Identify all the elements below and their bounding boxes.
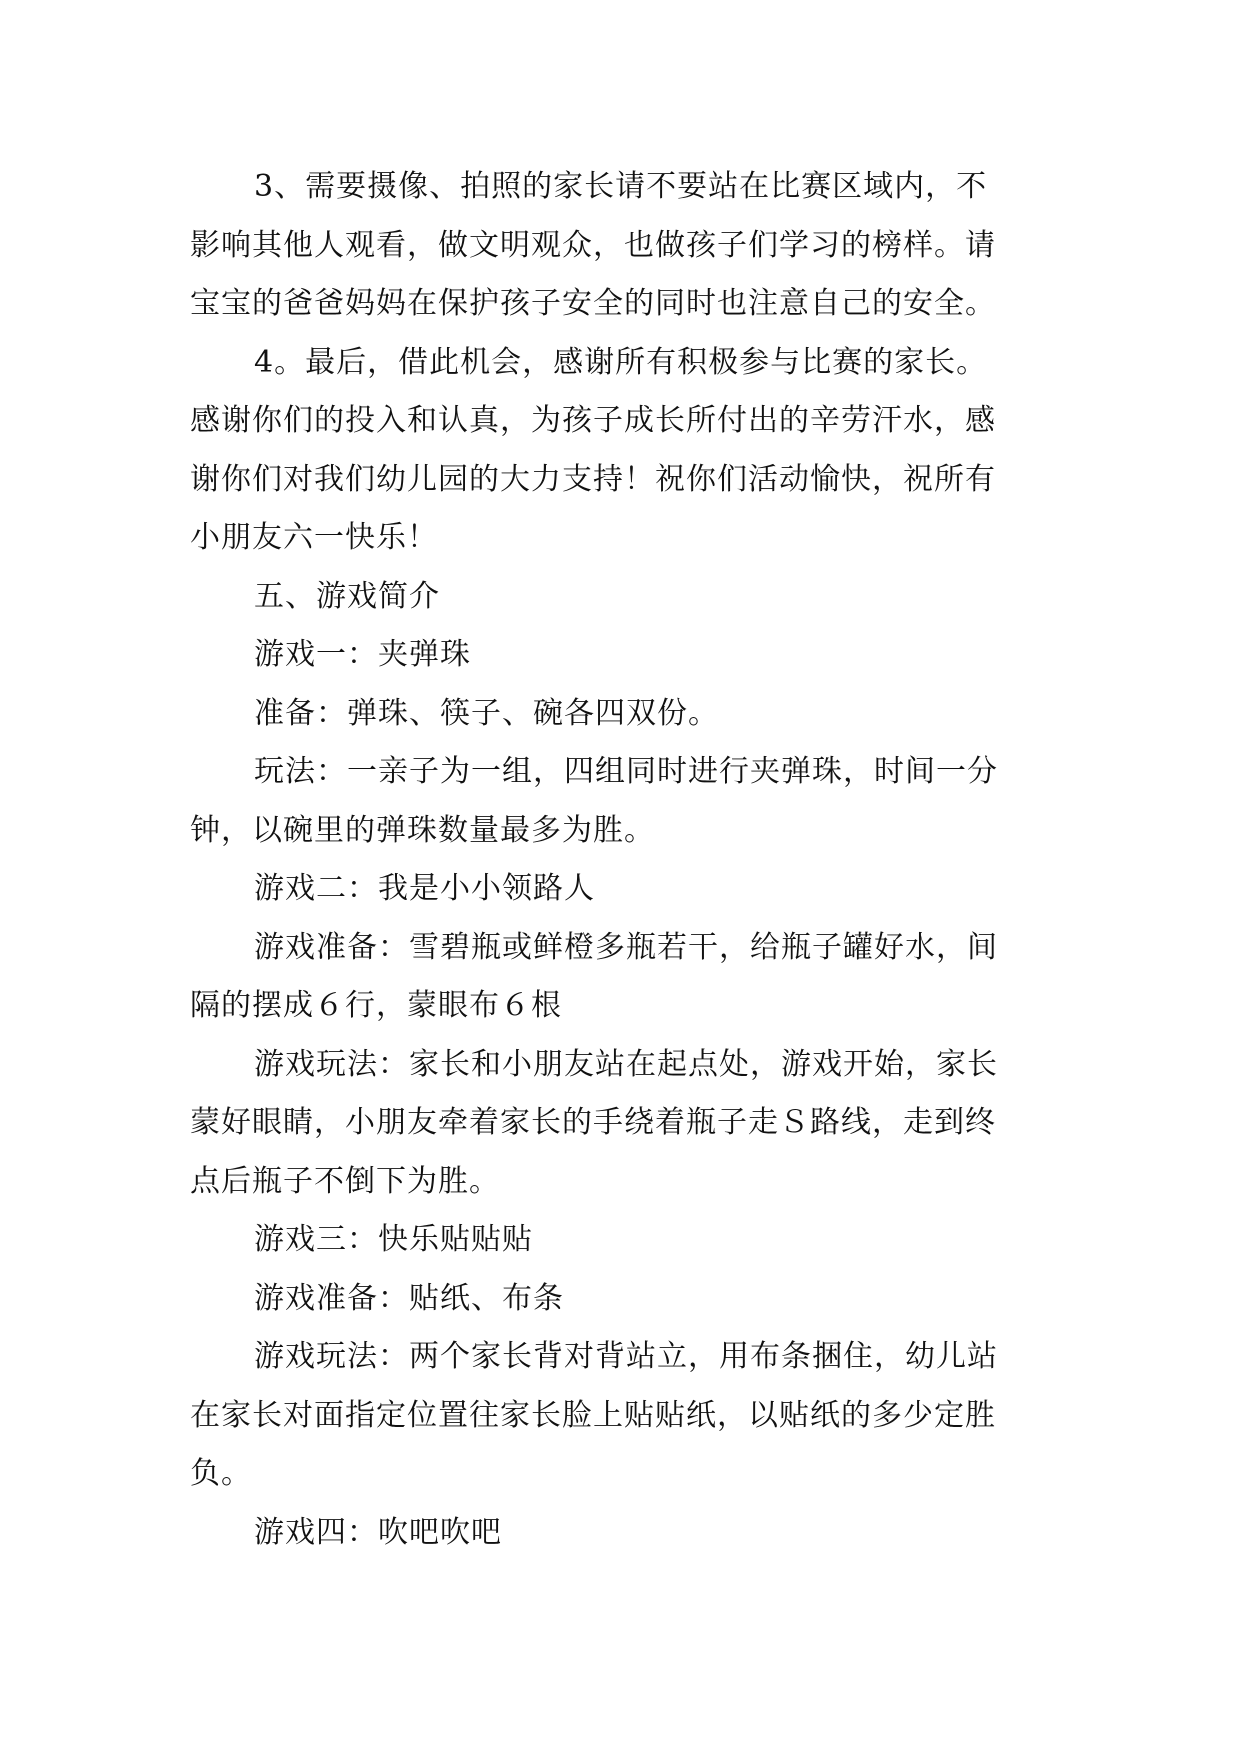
paragraph-line: 蒙好眼睛，小朋友牵着家长的手绕着瓶子走Ｓ路线，走到终 xyxy=(190,1105,996,1140)
paragraph-line: 隔的摆成６行，蒙眼布６根 xyxy=(190,988,562,1023)
paragraph-line: 玩法：一亲子为一组，四组同时进行夹弹珠，时间一分 xyxy=(254,754,998,789)
paragraph-line: 负。 xyxy=(190,1456,252,1491)
paragraph-line: 在家长对面指定位置往家长脸上贴贴纸，以贴纸的多少定胜 xyxy=(190,1397,996,1433)
paragraph-line: 游戏玩法：两个家长背对背站立，用布条捆住，幼儿站 xyxy=(254,1339,998,1374)
game-title: 游戏三：快乐贴贴贴 xyxy=(254,1222,533,1257)
paragraph-line: 感谢你们的投入和认真，为孩子成长所付出的辛劳汗水，感 xyxy=(190,403,996,438)
game-title: 游戏一：夹弹珠 xyxy=(254,637,471,672)
paragraph-line: 游戏玩法：家长和小朋友站在起点处，游戏开始，家长 xyxy=(254,1046,998,1082)
paragraph-line: 钟，以碗里的弹珠数量最多为胜。 xyxy=(190,812,655,848)
paragraph-line: 准备：弹珠、筷子、碗各四双份。 xyxy=(254,695,719,731)
section-heading: 五、游戏简介 xyxy=(254,578,440,614)
paragraph-line: 游戏准备：雪碧瓶或鲜橙多瓶若干，给瓶子罐好水，间 xyxy=(254,929,998,965)
paragraph-line: 游戏准备：贴纸、布条 xyxy=(254,1280,564,1316)
paragraph-line: 小朋友六一快乐！ xyxy=(190,520,438,555)
document-body xyxy=(190,158,1060,1562)
paragraph-line: 点后瓶子不倒下为胜。 xyxy=(190,1163,500,1199)
game-title: 游戏四：吹吧吹吧 xyxy=(254,1514,502,1550)
paragraph-line: 宝宝的爸爸妈妈在保护孩子安全的同时也注意自己的安全。 xyxy=(190,286,996,321)
paragraph-line: 3、需要摄像、拍照的家长请不要站在比赛区域内，不 xyxy=(254,169,988,204)
paragraph-line: 谢你们对我们幼儿园的大力支持！祝你们活动愉快，祝所有 xyxy=(190,461,996,497)
game-title: 游戏二：我是小小领路人 xyxy=(254,871,595,906)
paragraph-line: 影响其他人观看，做文明观众，也做孩子们学习的榜样。请 xyxy=(190,227,996,263)
paragraph-line: 4。最后，借此机会，感谢所有积极参与比赛的家长。 xyxy=(254,344,988,380)
